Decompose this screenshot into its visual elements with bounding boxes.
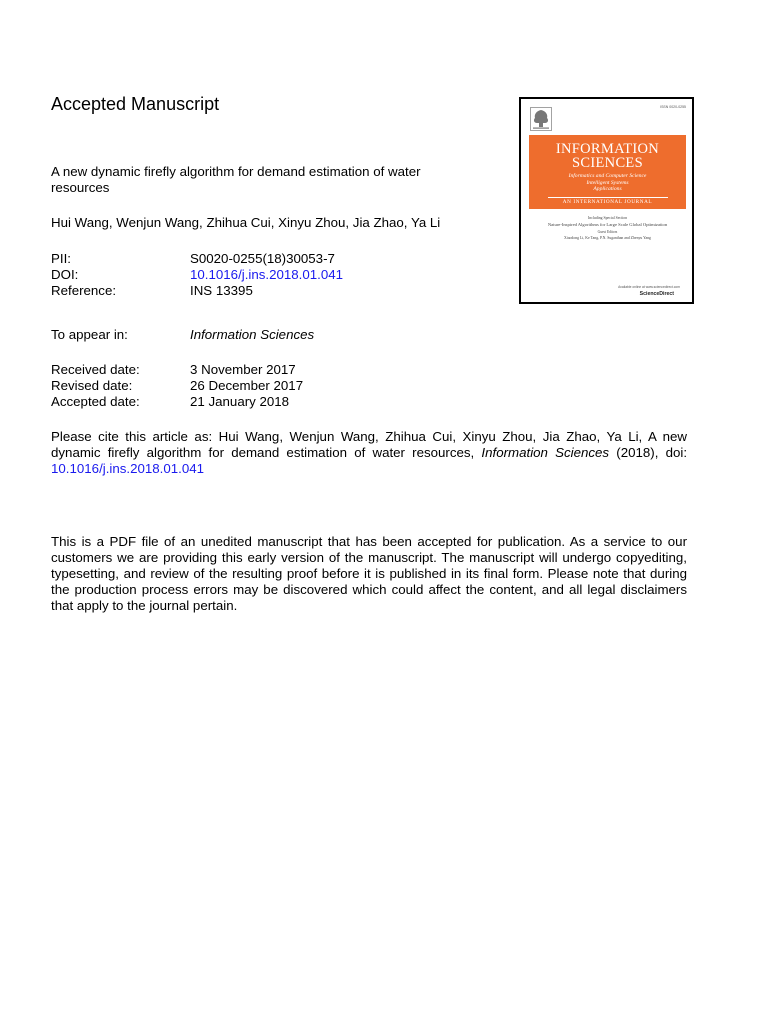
accepted-label: Accepted date: [51,394,140,409]
citation-doi-link[interactable]: 10.1016/j.ins.2018.01.041 [51,461,205,476]
cover-sciencedirect-logo: ScienceDirect [639,291,674,297]
cover-guest-editors: Xiaodong Li, Ke Tang, P.N. Suganthan and Zhenyu Yang [564,236,651,240]
received-date: 3 November 2017 [190,362,296,377]
cover-subtitle-1: Informatics and Computer Science [568,173,647,179]
cover-subtitle-3: Applications [593,186,622,192]
citation-text: Please cite this article as: Hui Wang, Wenjun Wang, Zhihua Cui, Xinyu Zhou, Jia Zhao, Ya Li, A new dynamic firefly algorithm for demand estimation of water resources, [51,429,687,460]
cover-guest-label: Guest Editors [597,230,618,234]
doi-label: DOI: [51,267,79,282]
doi-link[interactable]: 10.1016/j.ins.2018.01.041 [190,267,344,282]
revised-date: 26 December 2017 [190,378,304,393]
cover-issn: ISSN 0020-0255 [660,105,686,109]
cover-international: AN INTERNATIONAL JOURNAL [548,197,668,205]
to-appear-label: To appear in: [51,327,128,342]
cover-journal-line1: INFORMATION [555,141,660,157]
reference-label: Reference: [51,283,117,298]
elsevier-tree-logo [530,107,552,131]
article-authors: Hui Wang, Wenjun Wang, Zhihua Cui, Xinyu Zhou, Jia Zhao, Ya Li [51,215,441,230]
disclaimer-paragraph: This is a PDF file of an unedited manuscript that has been accepted for publication. As a service to our customers we are providing this early version of the manuscript. The manuscript will undergo copyediting, typesetting, and review of the resulting proof before it is published in its final form. Please note that during the production process errors may be discovered which could affect the content, and all legal disclaimers that apply to the journal pertain. [51,534,687,613]
citation-journal: Information Sciences [481,445,610,460]
cover-subtitle-2: Intelligent Systems [586,179,629,186]
journal-name: Information Sciences [190,327,315,342]
reference-value: INS 13395 [190,283,253,298]
cover-available-online: Available online at www.sciencedirect.com [618,285,680,289]
revised-label: Revised date: [51,378,133,393]
citation-year-doi: (2018), doi: [616,445,688,460]
accepted-manuscript-heading: Accepted Manuscript [51,94,220,114]
cover-special-title: Nature-Inspired Algorithms for Large Scale Global Optimization [547,222,668,227]
journal-cover [519,97,694,304]
received-label: Received date: [51,362,140,377]
cover-title-band [529,135,686,209]
pii-value: S0020-0255(18)30053-7 [190,251,335,266]
accepted-date: 21 January 2018 [190,394,290,409]
citation-paragraph [51,429,687,477]
pii-label: PII: [51,251,71,266]
cover-journal-line2: SCIENCES [572,155,643,171]
article-title: A new dynamic firefly algorithm for demand estimation of water resources [51,164,421,195]
cover-special-label: Including Special Section [587,216,627,220]
